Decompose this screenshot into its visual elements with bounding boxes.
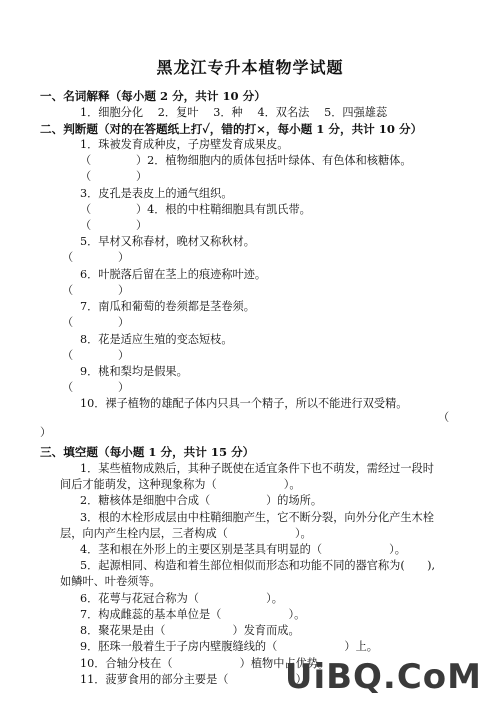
fill-line: 6．花萼与花冠合称为（ ）。 xyxy=(80,592,283,605)
tf-line: （ ） xyxy=(80,219,148,232)
tf-line: （ ） xyxy=(62,349,130,362)
tf-line: 9．桃和梨均是假果。 xyxy=(80,365,188,378)
document-title: 黑龙江专升本植物学试题 xyxy=(156,58,344,77)
tf-line: （ xyxy=(438,411,450,424)
tf-line: （ ）4．根的中柱鞘细胞具有凯氏带。 xyxy=(80,203,311,216)
tf-line: （ ） xyxy=(80,170,148,183)
tf-line: 1．珠被发育成种皮，子房壁发育成果皮。 xyxy=(80,138,289,151)
fill-line: 5．起源相同、构造和着生部位相似而形态和功能不同的器官称为( ), xyxy=(80,559,436,572)
definition-items: 1．细胞分化 2．复叶 3．种 4．双名法 5．四强雄蕊 xyxy=(80,106,388,119)
fill-line: 如鳞叶、叶卷须等。 xyxy=(60,575,161,588)
fill-line: 7．构成雌蕊的基本单位是（ ）。 xyxy=(80,608,306,621)
tf-line: （ ） xyxy=(62,381,130,394)
tf-line: 6．叶脱落后留在茎上的痕迹称叶迹。 xyxy=(80,268,267,281)
section-heading-true-false: 二、判断题（对的在答题纸上打✓，错的打×，每小题 1 分，共计 10 分） xyxy=(40,122,423,136)
fill-line: 层，向内产生栓内层，三者构成（ ）。 xyxy=(60,527,312,540)
tf-line: （ ） xyxy=(62,316,130,329)
section-heading-definitions: 一、名词解释（每小题 2 分，共计 10 分） xyxy=(40,89,266,103)
tf-line: 7．南瓜和葡萄的卷须都是茎卷须。 xyxy=(80,300,255,313)
tf-line: 8．花是适应生殖的变态短枝。 xyxy=(80,333,233,346)
tf-line: （ ） xyxy=(62,284,130,297)
site-watermark: UiBQ.CoM xyxy=(284,657,482,697)
tf-line: 3．皮孔是表皮上的通气组织。 xyxy=(80,187,233,200)
fill-line: 11．菠萝食用的部分主要是（ ）。 xyxy=(80,673,313,686)
fill-line: 1．某些植物成熟后，其种子既使在适宜条件下也不萌发，需经过一段时 xyxy=(80,462,434,475)
fill-line: 10．合轴分枝在（ ）植物中占优势。 xyxy=(80,657,330,670)
tf-line: ） xyxy=(40,426,52,439)
tf-line: 10．裸子植物的雄配子体内只具一个精子，所以不能进行双受精。 xyxy=(80,397,408,410)
tf-line: （ ） xyxy=(62,251,130,264)
fill-line: 2．糖核体是细胞中合成（ ）的场所。 xyxy=(80,494,323,507)
fill-line: 3．根的木栓形成层由中柱鞘细胞产生，它不断分裂，向外分化产生木栓 xyxy=(80,511,434,524)
fill-line: 8．聚花果是由（ ）发育而成。 xyxy=(80,624,300,637)
section-heading-fill-blank: 三、填空题（每小题 1 分，共计 15 分） xyxy=(40,445,255,459)
tf-line: （ ）2．植物细胞内的质体包括叶绿体、有色体和核糖体。 xyxy=(80,154,412,167)
tf-line: 5．早材又称春材，晚材又称秋材。 xyxy=(80,235,255,248)
fill-line: 间后才能萌发，这种现象称为（ ）。 xyxy=(60,478,301,491)
fill-line: 4．茎和根在外形上的主要区别是茎具有明显的（ ）。 xyxy=(80,543,406,556)
fill-line: 9．胚珠一般着生于子房内壁腹缝线的（ ）上。 xyxy=(80,640,378,653)
